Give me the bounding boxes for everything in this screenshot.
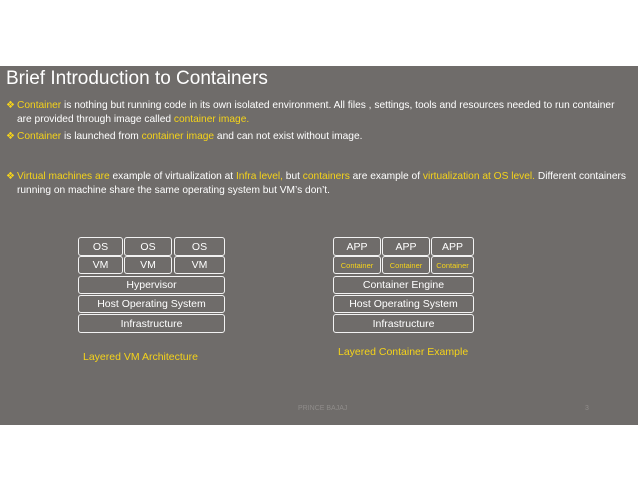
vm-os-box: OS [78,237,123,256]
container-diagram-caption: Layered Container Example [338,346,469,358]
diamond-bullet-icon: ❖ [6,100,15,111]
container-app-box: APP [333,237,381,256]
container-host-os-box: Host Operating System [333,295,474,313]
slide [0,66,638,425]
bullet-text: Container is nothing but running code in its own isolated environment. All files , settings, tools and resources needed to run container are provided through image called container image. [17,100,615,125]
bullet-text: Virtual machines are example of virtualization at Infra level, but containers are example of virtualization at OS level. Different containers running on machine share the same operating system but VM’s don’t. [17,171,626,196]
bullet-container-launch [6,130,632,144]
container-infrastructure-box: Infrastructure [333,314,474,333]
vm-os-box: OS [124,237,172,256]
container-box: Container [431,256,474,274]
container-engine-box: Container Engine [333,276,474,294]
footer-page-number: 3 [585,405,589,412]
container-box: Container [333,256,381,274]
container-app-box: APP [382,237,430,256]
slide-title: Brief Introduction to Containers [6,68,268,89]
vm-box: VM [174,256,225,274]
container-box: Container [382,256,430,274]
vm-box: VM [78,256,123,274]
footer-author: PRINCE BAJAJ [298,405,348,412]
bullet-vm-vs-container [6,170,632,198]
vm-box: VM [124,256,172,274]
diamond-bullet-icon: ❖ [6,171,15,182]
vm-infrastructure-box: Infrastructure [78,314,225,333]
bullet-container-definition [6,99,632,127]
vm-diagram-caption: Layered VM Architecture [83,351,198,363]
hypervisor-box: Hypervisor [78,276,225,294]
vm-host-os-box: Host Operating System [78,295,225,313]
container-app-box: APP [431,237,474,256]
bullet-text: Container is launched from container image and can not exist without image. [17,131,363,142]
vm-os-box: OS [174,237,225,256]
diamond-bullet-icon: ❖ [6,131,15,142]
